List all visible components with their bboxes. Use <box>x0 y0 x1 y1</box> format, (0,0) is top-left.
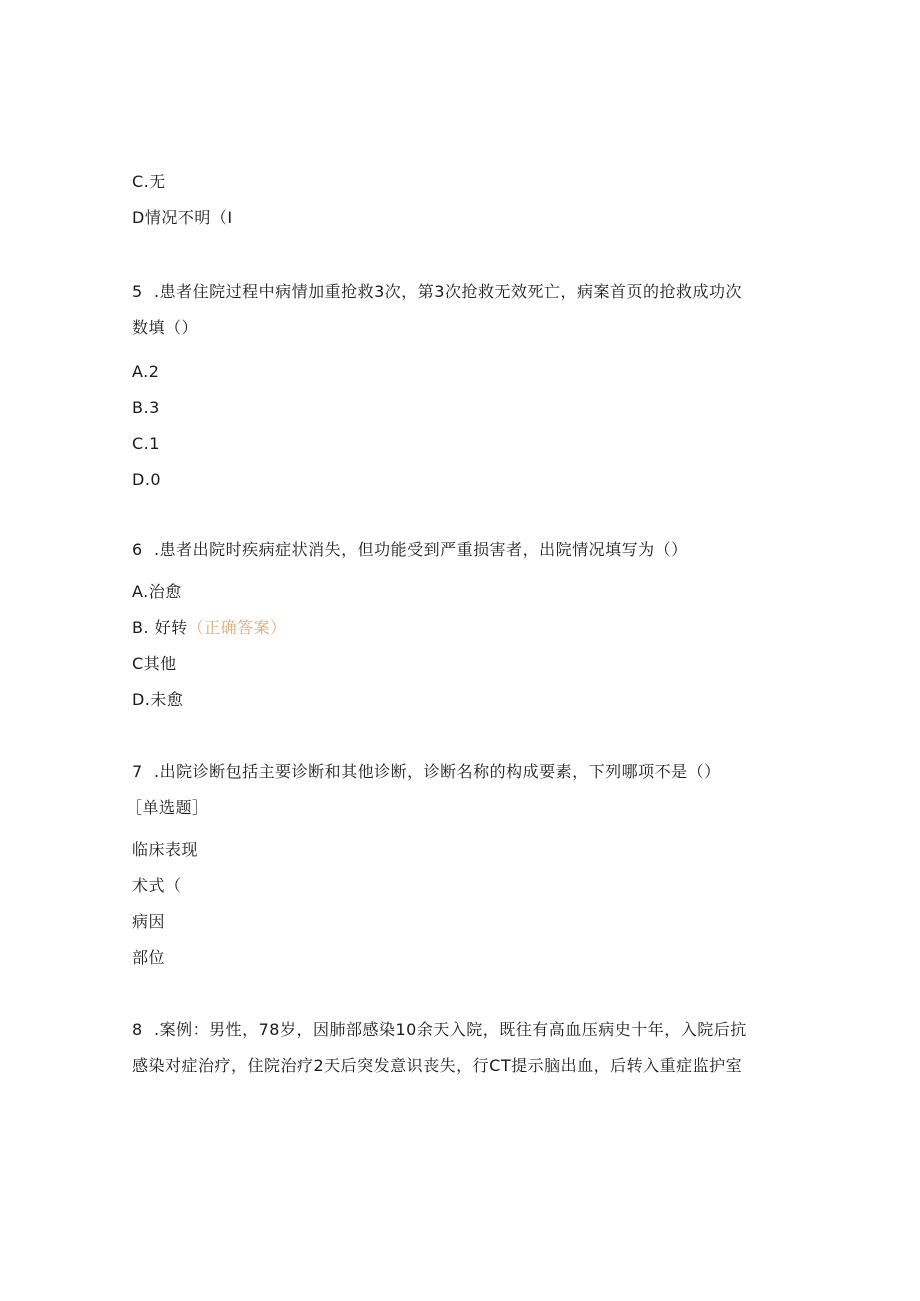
q7-stem <box>132 762 721 782</box>
q8-number: 8 <box>132 1020 143 1039</box>
correct-answer-mark: （正确答案） <box>187 618 287 637</box>
q7-option-3: 病因 <box>132 912 166 931</box>
q5-option-a: A.2 <box>132 362 160 381</box>
q7-option-1: 临床表现 <box>132 840 199 859</box>
q8-stem-line2: 感染对症治疗，住院治疗2天后突发意识丧失，行CT提示脑出血，后转入重症监护室 <box>132 1056 743 1075</box>
q6-stem <box>132 540 688 560</box>
q5-text-line1: .患者住院过程中病情加重抢救3次，第3次抢救无效死亡，病案首页的抢救成功次 <box>154 282 742 301</box>
q5-stem-line1 <box>132 282 742 302</box>
q7-number: 7 <box>132 762 143 781</box>
q5-option-d: D.0 <box>132 470 162 489</box>
q5-stem-line2: 数填（） <box>132 318 199 337</box>
q6-option-b-row <box>132 618 287 638</box>
q5-option-b: B.3 <box>132 398 160 417</box>
q4-option-d: D情况不明（I <box>132 208 233 227</box>
q6-option-d: D.未愈 <box>132 690 184 709</box>
q4-option-c: C.无 <box>132 172 166 191</box>
q6-option-a: A.治愈 <box>132 582 182 601</box>
q6-option-b: B. 好转 <box>132 618 188 637</box>
q7-option-4: 部位 <box>132 948 166 967</box>
q6-option-c: C其他 <box>132 654 177 673</box>
q7-option-2: 术式（ <box>132 876 182 895</box>
q7-type-label: ［单选题］ <box>126 798 209 817</box>
q6-text: .患者出院时疾病症状消失，但功能受到严重损害者，出院情况填写为（） <box>154 540 688 559</box>
q5-number: 5 <box>132 282 143 301</box>
q8-stem-line1 <box>132 1020 747 1040</box>
q6-number: 6 <box>132 540 143 559</box>
q5-option-c: C.1 <box>132 434 160 453</box>
q8-text-line1: .案例：男性，78岁，因肺部感染10余天入院，既往有高血压病史十年，入院后抗 <box>154 1020 747 1039</box>
q7-text: .出院诊断包括主要诊断和其他诊断，诊断名称的构成要素，下列哪项不是（） <box>154 762 721 781</box>
